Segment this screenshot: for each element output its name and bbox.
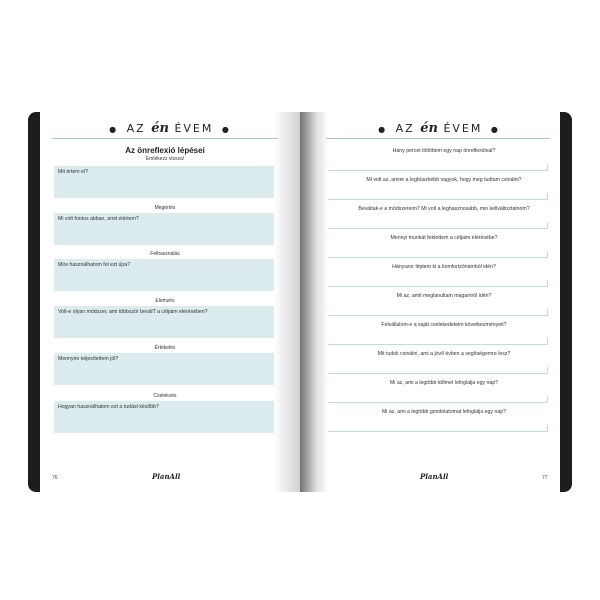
header-dot-icon: ●	[109, 124, 119, 134]
question-3: Beváltak-e a módszereim? Mi volt a leghasznosabb, min kellváltoztatnom?	[358, 206, 530, 212]
answer-line-tick	[547, 193, 548, 199]
answer-line-8[interactable]	[328, 373, 548, 374]
answer-line-9[interactable]	[328, 402, 548, 403]
page-gutter-shadow	[300, 112, 328, 492]
question-4: Mennyi munkát fektettem a céljaim elérésébe?	[390, 235, 498, 241]
question-8: Mit tudok csinálni, ami a jövő évben a segítségemre lesz?	[377, 351, 511, 357]
answer-line-3[interactable]	[328, 228, 548, 229]
question-5: Hányszor léptem ki a komfortzónámból idén?	[392, 264, 496, 270]
answer-line-tick	[547, 164, 548, 170]
header-divider	[326, 138, 550, 139]
answer-line-7[interactable]	[328, 344, 548, 345]
question-7: Felvállalom-e a saját cselekedeteim következményeit?	[381, 322, 507, 328]
header-prefix: AZ	[126, 122, 146, 135]
header-prefix: AZ	[395, 122, 415, 135]
section-label-6: Cselekvés	[153, 393, 177, 399]
header-dot-icon: ●	[378, 124, 388, 134]
answer-line-1[interactable]	[328, 170, 548, 171]
brand-logo: PlanAll	[420, 472, 449, 481]
section-label-3: Felhasználás	[150, 251, 180, 257]
reflection-box-1[interactable]: Mit értem el?	[54, 166, 274, 198]
page-number: 77	[542, 475, 548, 481]
right-page-header	[300, 121, 560, 136]
reflection-box-2[interactable]: Mi volt fontos abban, amit elértem?	[54, 213, 274, 245]
page-number: 76	[52, 475, 58, 481]
answer-line-tick	[547, 396, 548, 402]
reflection-box-3[interactable]: Mire használhatom fel ezt újra?	[54, 259, 274, 291]
page-title: Az önreflexió lépései	[125, 146, 205, 155]
right-page	[300, 112, 560, 492]
section-label-4: Elemzés	[155, 298, 175, 304]
header-dot-icon: ●	[490, 124, 500, 134]
section-label-5: Értékelés	[154, 345, 176, 351]
reflection-box-6[interactable]: Hogyan használhatom ezt a tudást később?	[54, 401, 274, 433]
page-subtitle: Emlékezz vissza!	[145, 156, 185, 162]
answer-line-tick	[547, 222, 548, 228]
header-suffix: ÉVEM	[174, 122, 214, 135]
answer-line-tick	[547, 367, 548, 373]
answer-line-tick	[547, 280, 548, 286]
answer-line-5[interactable]	[328, 286, 548, 287]
answer-line-tick	[547, 309, 548, 315]
answer-line-4[interactable]	[328, 257, 548, 258]
answer-line-tick	[547, 425, 548, 431]
reflection-box-5[interactable]: Mennyire teljesítettem jól?	[54, 353, 274, 385]
answer-line-tick	[547, 251, 548, 257]
question-1: Hány percet töltöttem egy nap önreflexióval?	[392, 148, 496, 154]
left-page-header	[40, 121, 300, 136]
left-page	[40, 112, 300, 492]
brand-logo: PlanAll	[152, 472, 181, 481]
answer-line-2[interactable]	[328, 199, 548, 200]
answer-line-6[interactable]	[328, 315, 548, 316]
header-dot-icon: ●	[221, 124, 231, 134]
section-label-2: Megértés	[154, 205, 176, 211]
page-gutter-shadow	[274, 112, 300, 492]
question-6: Mi az, amit meglanultam magamról idén?	[396, 293, 492, 299]
header-script-word: én	[151, 121, 169, 136]
reflection-box-4[interactable]: Volt-e olyan módszer, ami többször beválT a céljaim elérésében?	[54, 306, 274, 338]
header-suffix: ÉVEM	[443, 122, 483, 135]
answer-line-tick	[547, 338, 548, 344]
question-9: Mi az, ami a legtöbb időmet lefoglalja egy nap?	[389, 380, 499, 386]
header-script-word: én	[420, 121, 438, 136]
question-10: Mi az, ami a legtöbb gondolatomat lefoglalja egy nap?	[381, 409, 506, 415]
answer-line-10[interactable]	[328, 431, 548, 432]
header-divider	[52, 138, 278, 139]
question-2: Mi volt az, amire a legbüszkébb vagyok, hogy meg tudtam csinálni?	[366, 177, 522, 183]
